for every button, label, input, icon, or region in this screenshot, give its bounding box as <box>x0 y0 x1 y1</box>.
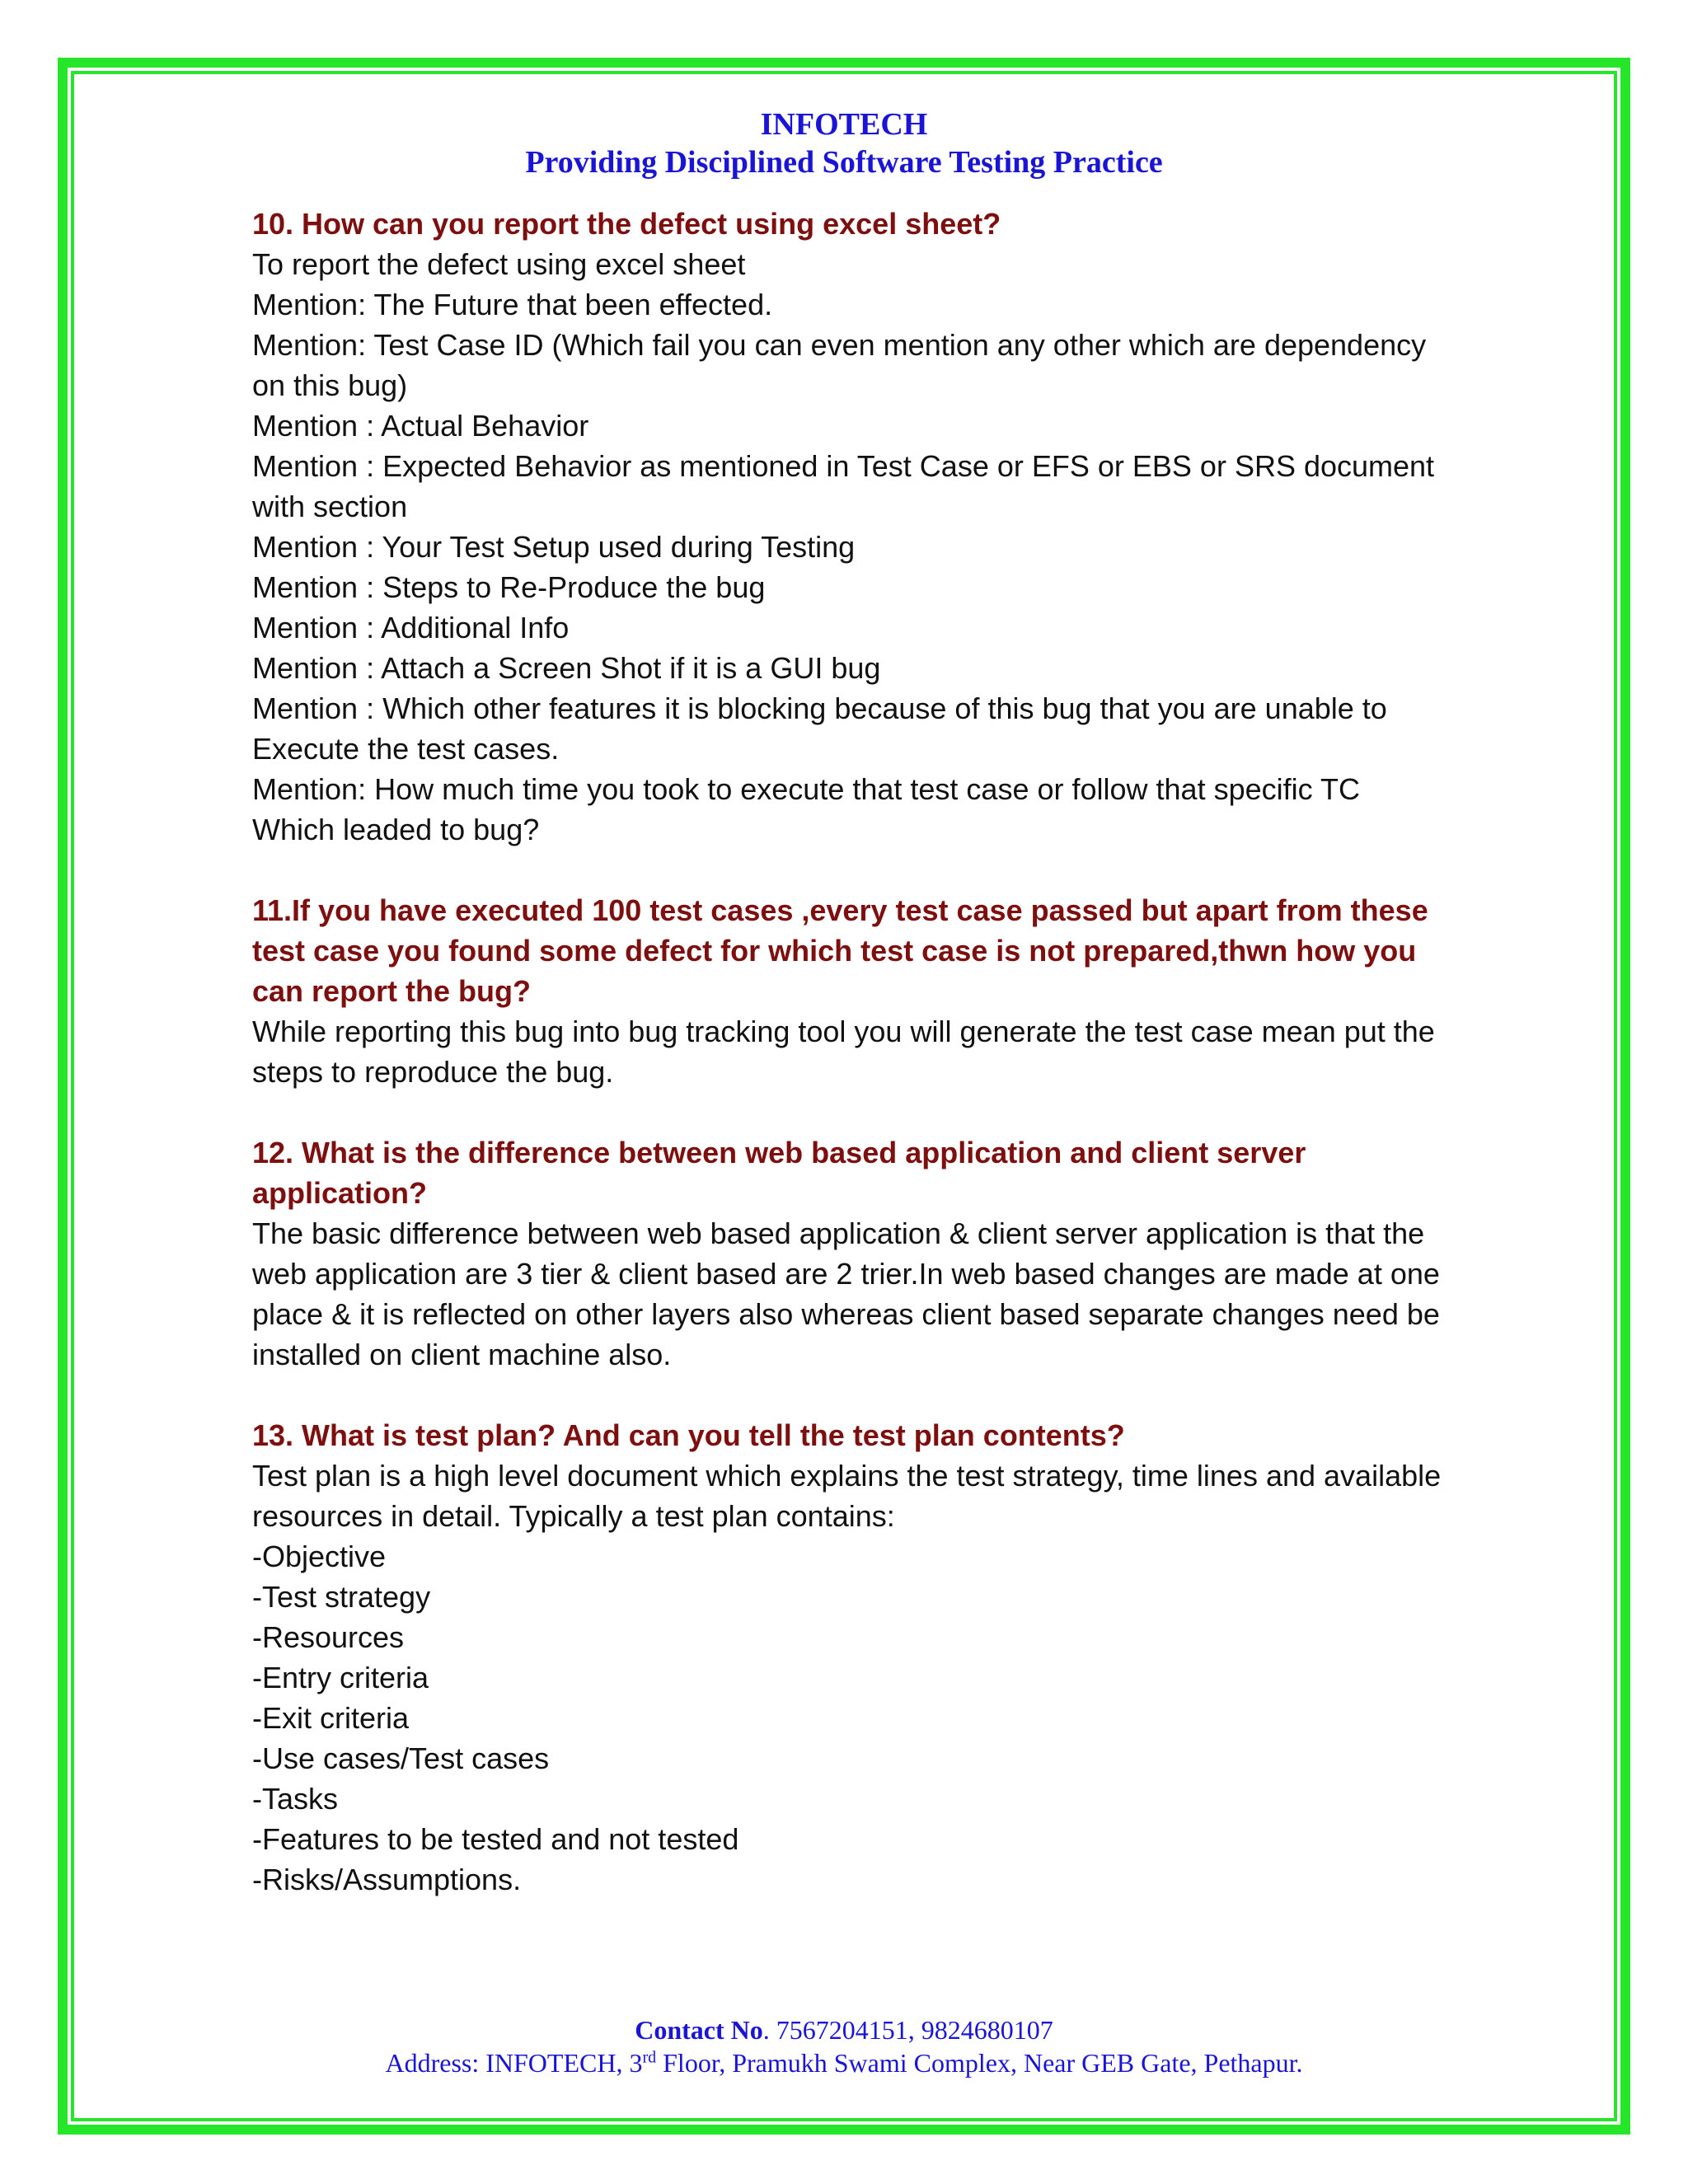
qa-section <box>252 890 1447 1092</box>
answer-line: Mention: The Future that been effected. <box>252 288 773 321</box>
brand-title: INFOTECH <box>760 107 928 142</box>
qa-section <box>252 204 1447 850</box>
question-heading: 13. What is test plan? And can you tell the test plan contents? <box>252 1418 1125 1452</box>
answer-line: Mention: How much time you took to execute that test case or follow that specific TC Which leaded to bug? <box>252 772 1360 846</box>
list-item: -Exit criteria <box>252 1701 410 1735</box>
address-suffix: Floor, Pramukh Swami Complex, Near GEB Gate, Pethapur. <box>656 2048 1303 2078</box>
list-item: -Resources <box>252 1620 405 1654</box>
list-item: -Risks/Assumptions. <box>252 1863 522 1896</box>
question-heading: 12. What is the difference between web based application and client server application? <box>252 1136 1306 1210</box>
brand-tagline: Providing Disciplined Software Testing Practice <box>525 145 1163 180</box>
page-footer <box>0 2013 1688 2079</box>
address-ordinal: rd <box>642 2048 657 2067</box>
qa-section <box>252 1132 1447 1375</box>
answer-line: Mention : Attach a Screen Shot if it is a GUI bug <box>252 651 881 685</box>
section-spacer <box>252 850 1447 890</box>
contact-label: Contact No <box>635 2015 763 2045</box>
list-item: -Use cases/Test cases <box>252 1741 550 1775</box>
answer-line: Mention : Your Test Setup used during Testing <box>252 530 856 564</box>
contact-line <box>0 2013 1688 2046</box>
contact-numbers: . 7567204151, 9824680107 <box>762 2015 1053 2045</box>
answer-line: Mention : Additional Info <box>252 611 570 644</box>
answer-line: Test plan is a high level document which explains the test strategy, time lines and available resources in detail. Typically a test plan contains: <box>252 1459 1442 1533</box>
list-item: -Objective <box>252 1540 387 1573</box>
answer-line: Mention : Steps to Re-Produce the bug <box>252 570 766 604</box>
answer-line: While reporting this bug into bug tracking tool you will generate the test case mean put the steps to reproduce the bug. <box>252 1015 1435 1089</box>
list-item: -Features to be tested and not tested <box>252 1822 739 1856</box>
answer-line: Mention: Test Case ID (Which fail you can even mention any other which are dependency on this bug) <box>252 328 1427 402</box>
answer-line: Mention : Expected Behavior as mentioned in Test Case or EFS or EBS or SRS document with section <box>252 449 1435 523</box>
question-heading: 11.If you have executed 100 test cases ,every test case passed but apart from these test case you found some defect for which test case is not prepared,thwn how you can report the bug? <box>252 893 1428 1008</box>
qa-section <box>252 1415 1447 1900</box>
answer-line: Mention : Actual Behavior <box>252 409 589 443</box>
list-item: -Tasks <box>252 1782 339 1816</box>
address-prefix: Address: INFOTECH, 3 <box>385 2048 643 2078</box>
section-spacer <box>252 1092 1447 1132</box>
list-item: -Entry criteria <box>252 1661 429 1694</box>
address-line <box>0 2046 1688 2079</box>
page-header <box>0 105 1688 181</box>
answer-line: To report the defect using excel sheet <box>252 247 746 281</box>
answer-line: Mention : Which other features it is blocking because of this bug that you are unable to Execute the test cases. <box>252 691 1387 766</box>
qa-content <box>252 204 1447 1900</box>
list-item: -Test strategy <box>252 1580 431 1614</box>
answer-line: The basic difference between web based application & client server application is that the web application are 3 tier & client based are 2 trier.In web based changes are made at one place & it is reflected on other layers also whereas client based separate changes need be installed on client machine also. <box>252 1216 1440 1371</box>
question-heading: 10. How can you report the defect using excel sheet? <box>252 207 1001 241</box>
section-spacer <box>252 1375 1447 1415</box>
